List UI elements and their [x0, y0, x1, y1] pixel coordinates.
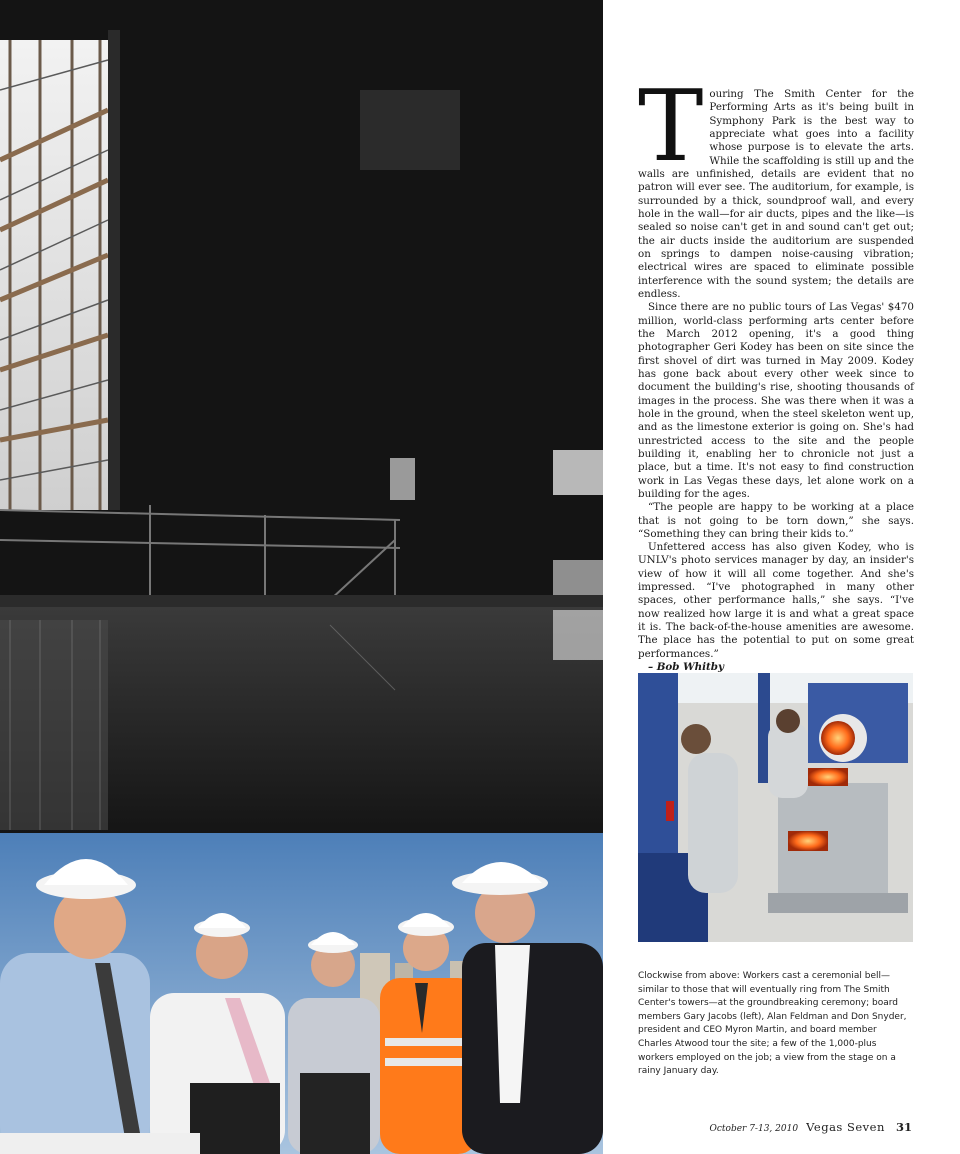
article-paragraph: ouring The Smith Center for the Performing Arts as it's being built in Symphony Park is the best way to appreciate what goes into a facility whose purpose is to elevate the arts. While the scaffolding is still up and the walls are unfinished, details are evident that no patron will ever see. The auditorium, for example, is surrounded by a thick, soundproof wall, and every hole in the wall—for air ducts, pipes and the like—is sealed so noise can't get in and sound can't get out; the air ducts inside the auditorium are suspended on springs to dampen noise-causing vibration; electrical wires are spaced to eliminate possible interference with the sound system; the details are endless. [638, 88, 914, 300]
magazine-name: Vegas Seven [806, 1120, 885, 1134]
article-body [638, 70, 914, 674]
bell-casting-photo [638, 673, 913, 942]
board-members-photo [0, 833, 603, 1154]
article-paragraph: Unfettered access has also given Kodey, who is UNLV's photo services manager by day, an insider's view of how it will all come together. And she's impressed. “I've photographed in many other spaces, other performance halls,” she says. “I've now realized how large it is and what a great space it is. The back-of-the-house amenities are awesome. The place has the potential to put on some great performances.” [638, 541, 914, 660]
page-footer [710, 1116, 913, 1135]
byline: – Bob Whitby [648, 661, 724, 674]
drop-cap: T [638, 70, 704, 184]
issue-date: October 7-13, 2010 [709, 1124, 799, 1134]
article-paragraph: Since there are no public tours of Las Vegas' $470 million, world-class performing arts center before the March 2012 opening, it's a good thing photographer Geri Kodey has been on site since the first shovel of dirt was turned in May 2009. Kodey has gone back about every other week since to document the building's rise, shooting thousands of images in the process. She was there when it was a hole in the ground, when the steel skeleton went up, and as the limestone exterior is going on. She's had unrestricted access to the site and the people building it, enabling her to chronicle not just a place, but a time. It's not easy to find construction work in Las Vegas these days, let alone work on a building for the ages. [638, 301, 914, 500]
photo-caption: Clockwise from above: Workers cast a ceremonial bell—similar to those that will eventually ring from The Smith Center's towers—at the groundbreaking ceremony; board members Gary Jacobs (left), Alan Feldman and Don Snyder, president and CEO Myron Martin, and board member Charles Atwood tour the site; a few of the 1,000-plus workers employed on the job; a view from the stage on a rainy January day. [638, 971, 907, 1077]
construction-interior-photo [0, 0, 603, 833]
article-paragraph: “The people are happy to be working at a place that is not going to be torn down,” she says. “Something they can bring their kids to.” [638, 501, 914, 540]
page-number: 31 [895, 1120, 912, 1134]
